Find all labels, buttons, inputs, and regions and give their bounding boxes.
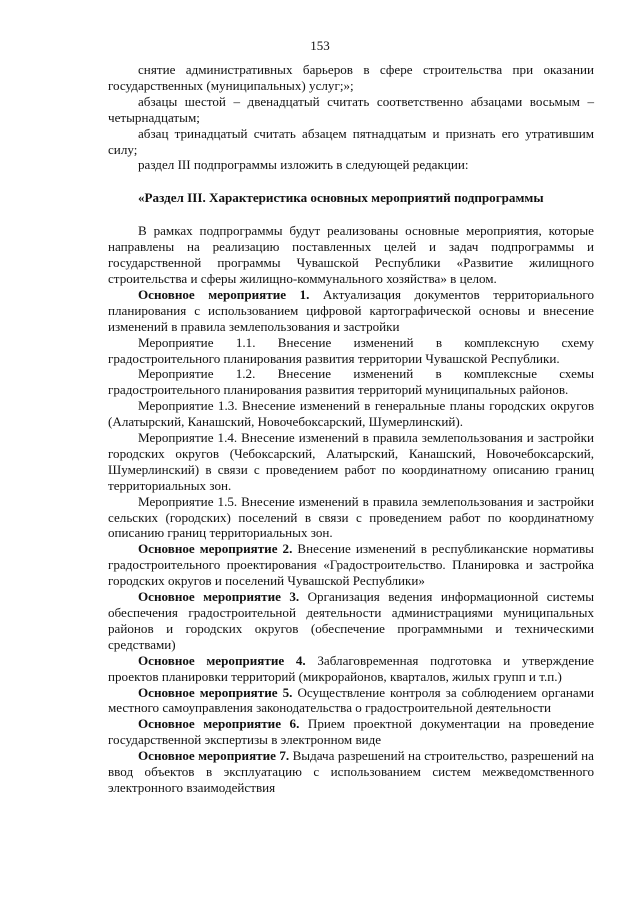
main-activity-6 [108,716,594,748]
main-activity-label: Основное мероприятие 6. [138,716,300,732]
document-body [108,62,594,796]
main-activity-text: Актуализация документов территориального планирования с использованием цифровой картографической основы и внесение изменений в правила землепользования и застройки [108,286,595,334]
paragraph: абзац тринадцатый считать абзацем пятнадцатым и признать его утратившим силу; [108,125,594,157]
main-activity-text: Внесение изменений в республиканские нормативы градостроительного проектирования «Градостроительство. Планировка и застройка городских округов и поселений Чувашской Республики» [108,541,594,589]
main-activity-label: Основное мероприятие 2. [138,541,293,557]
sub-activity-1-2: Мероприятие 1.2. Внесение изменений в комплексные схемы градостроительного планирования развития территорий муниципальных районов. [108,366,594,398]
main-activity-label: Основное мероприятие 3. [138,589,300,605]
main-activity-label: Основное мероприятие 5. [138,684,293,700]
section-title: «Раздел III. Характеристика основных мероприятий подпрограммы [138,190,544,206]
main-activity-4 [108,653,594,685]
main-activity-label: Основное мероприятие 1. [138,286,310,302]
main-activity-label: Основное мероприятие 7. [138,748,290,764]
main-activity-text: Прием проектной документации на проведение государственной экспертизы в электронном виде [108,716,595,748]
page-number: 153 [310,38,330,53]
main-activity-2 [108,541,594,589]
main-activity-1 [108,287,594,335]
paragraph: абзацы шестой – двенадцатый считать соответственно абзацами восьмым – четырнадцатым; [108,93,594,125]
intro-paragraph: В рамках подпрограммы будут реализованы основные мероприятия, которые направлены на реализацию поставленных целей и задач подпрограммы и государственной программы Чувашской Республики «Развитие жилищного строительства и сферы жилищно-коммунального хозяйства» в целом. [108,223,594,286]
sub-activity-1-5: Мероприятие 1.5. Внесение изменений в правила землепользования и застройки сельских (городских) поселений в связи с проведением работ по координатному описанию границ территориальных зон. [108,493,594,541]
main-activity-text: Выдача разрешений на строительство, разрешений на ввод объектов в эксплуатацию с использованием систем межведомственного электронного взаимодействия [108,748,594,795]
main-activity-5 [108,685,594,717]
main-activity-3 [108,589,594,653]
main-activity-text: Организация ведения информационной системы обеспечения градостроительной деятельности администрациями муниципальных районов и городских округов (обеспечение программными и техническими средствами) [108,589,595,652]
paragraph: снятие административных барьеров в сфере строительства при оказании государственных (муниципальных) услуг;»; [108,62,594,93]
main-activity-7 [108,748,594,796]
main-activity-text: Осуществление контроля за соблюдением органами местного самоуправления законодательства о градостроительной деятельности [108,684,595,716]
sub-activity-1-4: Мероприятие 1.4. Внесение изменений в правила землепользования и застройки городских округов (Чебоксарский, Алатырский, Канашский, Новочебоксарский, Шумерлинский) в связи с проведением работ по координатному описанию границ территориальных зон. [108,430,594,493]
paragraph: раздел III подпрограммы изложить в следующей редакции: [138,157,469,173]
sub-activity-1-3: Мероприятие 1.3. Внесение изменений в генеральные планы городских округов (Алатырский, Канашский, Новочебоксарский, Шумерлинский). [108,398,594,430]
main-activity-label: Основное мероприятие 4. [138,652,306,668]
sub-activity-1-1: Мероприятие 1.1. Внесение изменений в комплексную схему градостроительного планирования развития территории Чувашской Республики. [108,334,594,366]
main-activity-text: Заблаговременная подготовка и утверждение проектов планировки территорий (микрорайонов, кварталов, жилых групп и т.п.) [108,652,594,684]
